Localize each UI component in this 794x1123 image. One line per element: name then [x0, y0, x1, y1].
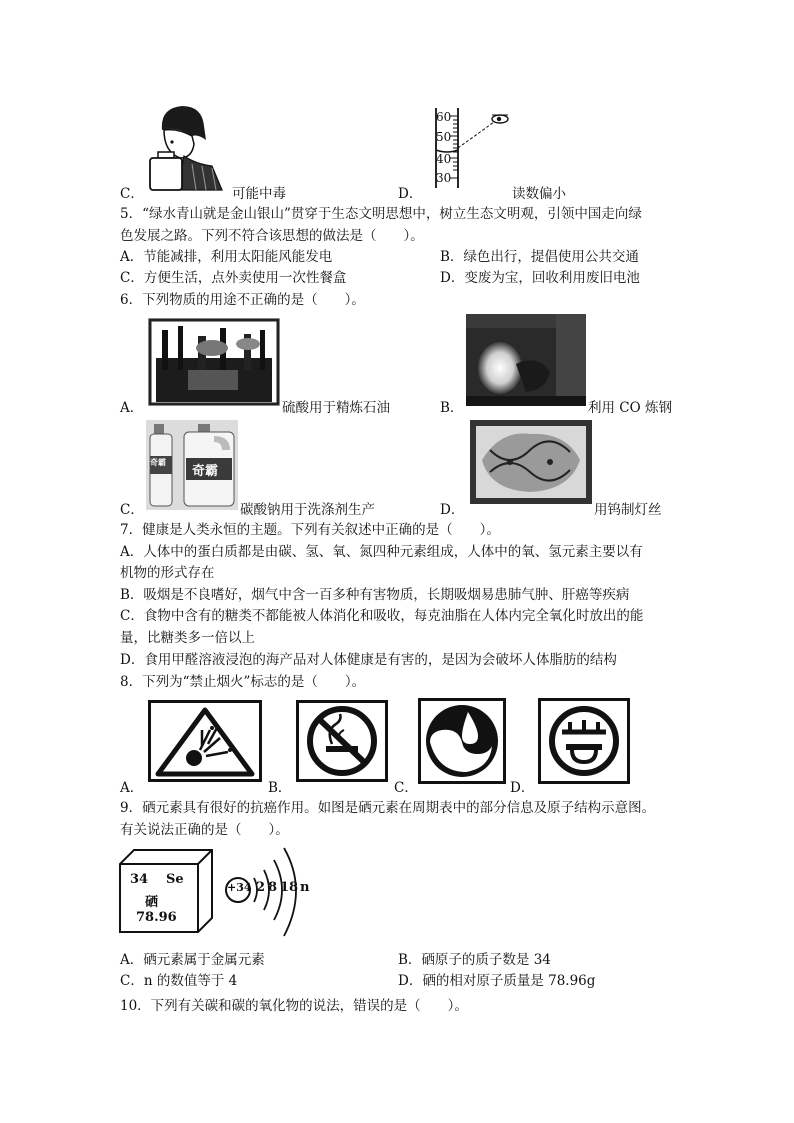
cylinder-scale-30: 30 [436, 171, 452, 185]
steel-furnace-photo [466, 314, 586, 406]
shell-3-electrons: 18 [280, 880, 299, 895]
person-smelling-bottle-illustration [148, 100, 228, 192]
energy-saving-sign-icon [538, 698, 630, 784]
shell-2-electrons: 8 [268, 880, 278, 895]
q6-option-a-label: A． [120, 400, 144, 416]
cylinder-scale-50: 50 [436, 130, 452, 144]
q4-option-c-text: 可能中毒 [232, 186, 286, 202]
element-symbol: Se [166, 872, 184, 887]
explosive-warning-sign-icon [148, 700, 262, 782]
q7-option-c-line-2: 量，比糖类多一倍以上 [120, 630, 255, 646]
element-name: 硒 [145, 895, 159, 910]
q6-option-b-text: 利用 CO 炼钢 [588, 400, 672, 416]
q7-stem: 7．健康是人类永恒的主题。下列有关叙述中正确的是（ ）。 [120, 522, 500, 538]
bottle-brand-left: 奇霸 [150, 457, 166, 467]
nucleus-charge: +34 [227, 881, 252, 894]
q7-option-a-line-1: A．人体中的蛋白质都是由碳、氢、氧、氮四种元素组成，人体中的氧、氢元素主要以有 [120, 544, 643, 560]
water-saving-sign-icon [418, 698, 506, 784]
q4-option-d-text: 读数偏小 [512, 186, 566, 202]
shell-4-electrons: n [300, 880, 310, 895]
q6-stem: 6．下列物质的用途不正确的是（ ）。 [120, 292, 365, 308]
q6-option-c-text: 碳酸钠用于洗涤剂生产 [240, 502, 375, 518]
q9-stem-line-1: 9．硒元素具有很好的抗癌作用。如图是硒元素在周期表中的部分信息及原子结构示意图。 [120, 800, 656, 816]
bottle-brand-right: 奇霸 [192, 464, 219, 479]
q9-option-b: B．硒原子的质子数是 34 [398, 952, 551, 968]
q8-stem: 8．下列为“禁止烟火”标志的是（ ）。 [120, 674, 366, 690]
q5-option-c: C．方便生活，点外卖使用一次性餐盒 [120, 270, 347, 286]
q7-option-a-line-2: 机物的形式存在 [120, 565, 215, 581]
q5-stem-line-2: 色发展之路。下列不符合该思想的做法是（ ）。 [120, 228, 424, 244]
q6-option-d-label: D． [440, 502, 465, 518]
tungsten-filament-photo [470, 420, 592, 504]
q8-option-c-label: C． [394, 780, 418, 796]
refinery-photo [148, 318, 280, 406]
q7-option-b: B．吸烟是不良嗜好，烟气中含一百多种有害物质，长期吸烟易患肺气肿、肝癌等疾病 [120, 587, 630, 603]
cylinder-scale-60: 60 [436, 110, 452, 124]
q6-option-d-text: 用钨制灯丝 [594, 502, 662, 518]
q10-stem: 10．下列有关碳和碳的氧化物的说法，错误的是（ ）。 [120, 998, 468, 1014]
q9-option-c: C．n 的数值等于 4 [120, 973, 238, 989]
element-atomic-number: 34 [130, 872, 149, 887]
q5-stem-line-1: 5．“绿水青山就是金山银山”贯穿于生态文明思想中，树立生态文明观，引领中国走向绿 [120, 206, 642, 222]
element-atomic-mass: 78.96 [136, 910, 177, 925]
q6-option-a-text: 硫酸用于精炼石油 [282, 400, 390, 416]
q5-option-d: D．变废为宝，回收利用废旧电池 [440, 270, 640, 286]
q4-option-d-label: D． [398, 186, 423, 202]
q8-option-b-label: B． [268, 780, 292, 796]
cylinder-scale-40: 40 [436, 152, 452, 166]
q5-option-a: A．节能减排，利用太阳能风能发电 [120, 249, 333, 265]
no-smoking-sign-icon [296, 700, 388, 782]
q7-option-c-line-1: C．食物中含有的糖类不都能被人体消化和吸收，每克油脂在人体内完全氧化时放出的能 [120, 608, 644, 624]
q9-option-d: D．硒的相对原子质量是 78.96g [398, 973, 596, 989]
q7-option-d: D．食用甲醛溶液浸泡的海产品对人体健康是有害的，是因为会破坏人体脂肪的结构 [120, 652, 617, 668]
shell-1-electrons: 2 [256, 880, 266, 895]
q5-option-b: B．绿色出行，提倡使用公共交通 [440, 249, 639, 265]
q6-option-b-label: B． [440, 400, 464, 416]
q9-option-a: A．硒元素属于金属元素 [120, 952, 265, 968]
q4-option-c-label: C． [120, 186, 144, 202]
q8-option-d-label: D． [510, 780, 535, 796]
q6-option-c-label: C． [120, 502, 144, 518]
q9-stem-line-2: 有关说法正确的是（ ）。 [120, 822, 289, 838]
q8-option-a-label: A． [120, 780, 144, 796]
